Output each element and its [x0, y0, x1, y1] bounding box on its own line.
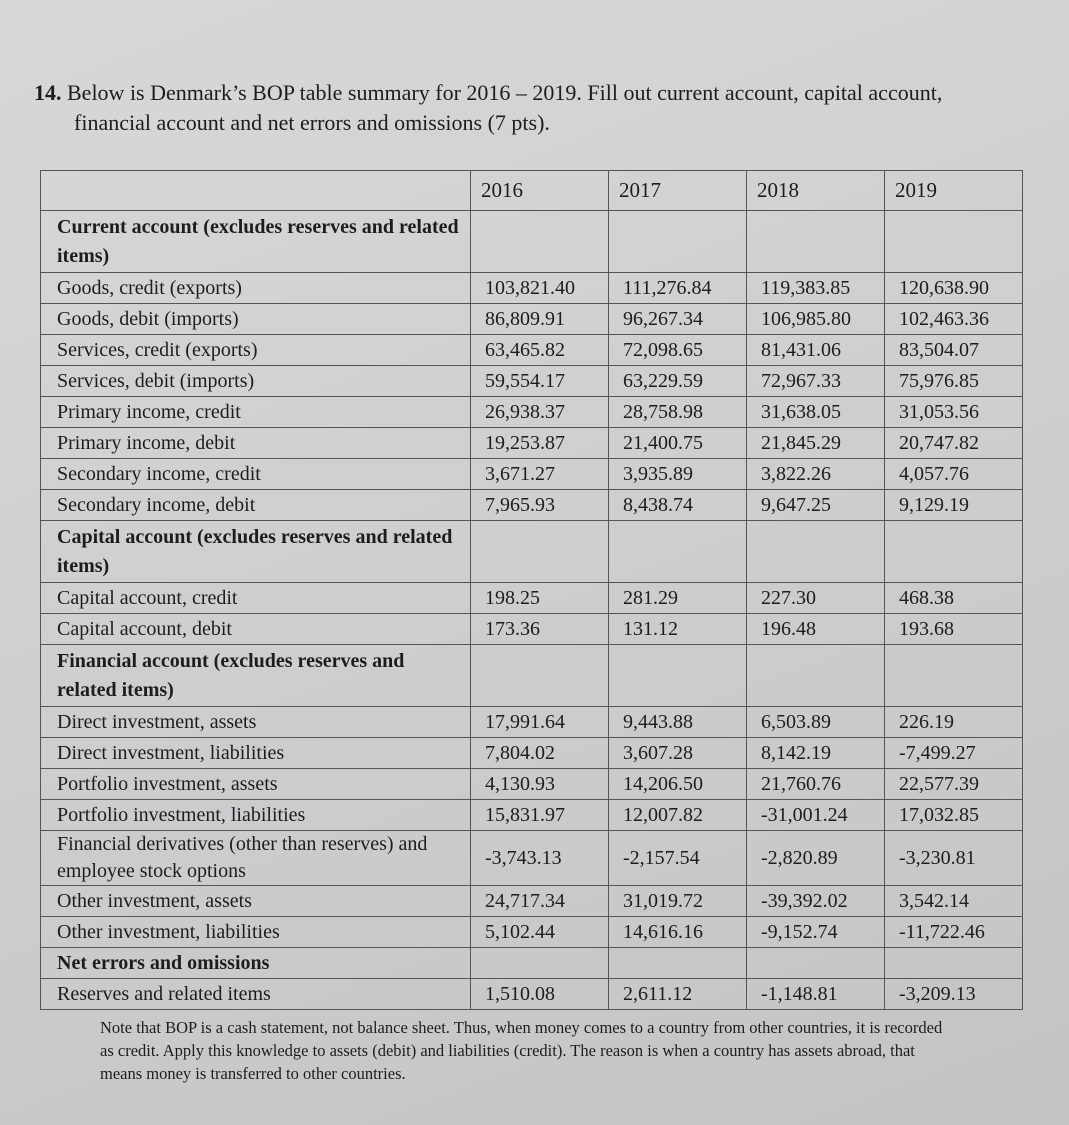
table-row: [41, 273, 1023, 304]
answer-cell[interactable]: [885, 521, 1023, 583]
capital-account-section: [41, 521, 1023, 583]
answer-cell[interactable]: [747, 211, 885, 273]
value-cell: -31,001.24: [747, 800, 885, 831]
value-cell: -39,392.02: [747, 886, 885, 917]
value-cell: 31,053.56: [885, 397, 1023, 428]
value-cell: 8,438.74: [609, 490, 747, 521]
value-cell: 3,607.28: [609, 738, 747, 769]
row-label: Direct investment, assets: [41, 707, 471, 738]
value-cell: 75,976.85: [885, 366, 1023, 397]
row-label: Primary income, debit: [41, 428, 471, 459]
value-cell: 5,102.44: [471, 917, 609, 948]
value-cell: 173.36: [471, 614, 609, 645]
question-number: 14.: [34, 80, 62, 105]
row-label: Reserves and related items: [41, 979, 471, 1010]
value-cell: 4,057.76: [885, 459, 1023, 490]
table-row: [41, 917, 1023, 948]
value-cell: 226.19: [885, 707, 1023, 738]
table-row: [41, 738, 1023, 769]
table-row: [41, 304, 1023, 335]
value-cell: 3,542.14: [885, 886, 1023, 917]
table-row: [41, 886, 1023, 917]
answer-cell[interactable]: [747, 948, 885, 979]
answer-cell[interactable]: [885, 948, 1023, 979]
value-cell: -3,743.13: [471, 831, 609, 886]
answer-cell[interactable]: [471, 521, 609, 583]
financial-account-section-label: Financial account (excludes reserves and related items): [41, 645, 471, 707]
value-cell: 24,717.34: [471, 886, 609, 917]
row-label: Goods, debit (imports): [41, 304, 471, 335]
value-cell: 3,822.26: [747, 459, 885, 490]
capital-account-section-label: Capital account (excludes reserves and related items): [41, 521, 471, 583]
value-cell: 14,206.50: [609, 769, 747, 800]
value-cell: 19,253.87: [471, 428, 609, 459]
row-label: Capital account, credit: [41, 583, 471, 614]
value-cell: 63,229.59: [609, 366, 747, 397]
value-cell: 31,638.05: [747, 397, 885, 428]
question-line-1: Below is Denmark’s BOP table summary for 2016 – 2019. Fill out current account, capital account,: [67, 80, 943, 105]
value-cell: 81,431.06: [747, 335, 885, 366]
value-cell: 106,985.80: [747, 304, 885, 335]
row-label: Secondary income, debit: [41, 490, 471, 521]
net-errors-row-label: Net errors and omissions: [41, 948, 471, 979]
answer-cell[interactable]: [609, 948, 747, 979]
value-cell: 59,554.17: [471, 366, 609, 397]
value-cell: 9,443.88: [609, 707, 747, 738]
row-label: Services, credit (exports): [41, 335, 471, 366]
table-row: [41, 831, 1023, 886]
note-text: Note that BOP is a cash statement, not balance sheet. Thus, when money comes to a country from other countries, it is recorded as credit. Apply this knowledge to assets (debit) and liabilities (credit). The reason is when a country has assets abroad, that means money is transferred to other countries.: [100, 1018, 943, 1083]
table-row: [41, 979, 1023, 1010]
table-row: [41, 800, 1023, 831]
answer-cell[interactable]: [885, 211, 1023, 273]
answer-cell[interactable]: [747, 521, 885, 583]
value-cell: 227.30: [747, 583, 885, 614]
value-cell: 3,935.89: [609, 459, 747, 490]
bop-table: [40, 170, 1023, 1010]
table-row: [41, 769, 1023, 800]
value-cell: 31,019.72: [609, 886, 747, 917]
value-cell: 131.12: [609, 614, 747, 645]
value-cell: -2,157.54: [609, 831, 747, 886]
value-cell: 281.29: [609, 583, 747, 614]
value-cell: -2,820.89: [747, 831, 885, 886]
table-row: [41, 490, 1023, 521]
value-cell: 3,671.27: [471, 459, 609, 490]
value-cell: 9,129.19: [885, 490, 1023, 521]
current-account-section-label: Current account (excludes reserves and related items): [41, 211, 471, 273]
table-row: [41, 459, 1023, 490]
value-cell: 17,032.85: [885, 800, 1023, 831]
row-label: Other investment, assets: [41, 886, 471, 917]
value-cell: 72,967.33: [747, 366, 885, 397]
table-row: [41, 366, 1023, 397]
value-cell: 28,758.98: [609, 397, 747, 428]
value-cell: 14,616.16: [609, 917, 747, 948]
value-cell: 103,821.40: [471, 273, 609, 304]
row-label: Capital account, debit: [41, 614, 471, 645]
value-cell: 7,804.02: [471, 738, 609, 769]
answer-cell[interactable]: [471, 645, 609, 707]
answer-cell[interactable]: [885, 645, 1023, 707]
table-row: [41, 707, 1023, 738]
table-row: [41, 397, 1023, 428]
value-cell: 119,383.85: [747, 273, 885, 304]
label-header-cell: [41, 171, 471, 211]
value-cell: 21,760.76: [747, 769, 885, 800]
net-errors-row: [41, 948, 1023, 979]
year-header: 2019: [885, 171, 1023, 211]
table-row: [41, 614, 1023, 645]
value-cell: 468.38: [885, 583, 1023, 614]
row-label: Financial derivatives (other than reserves) and employee stock options: [41, 831, 471, 886]
current-account-section: [41, 211, 1023, 273]
value-cell: -7,499.27: [885, 738, 1023, 769]
table-row: [41, 428, 1023, 459]
value-cell: -11,722.46: [885, 917, 1023, 948]
value-cell: 86,809.91: [471, 304, 609, 335]
value-cell: -9,152.74: [747, 917, 885, 948]
value-cell: -3,209.13: [885, 979, 1023, 1010]
row-label: Other investment, liabilities: [41, 917, 471, 948]
financial-account-section: [41, 645, 1023, 707]
value-cell: 15,831.97: [471, 800, 609, 831]
value-cell: 72,098.65: [609, 335, 747, 366]
value-cell: 63,465.82: [471, 335, 609, 366]
value-cell: 6,503.89: [747, 707, 885, 738]
row-label: Goods, credit (exports): [41, 273, 471, 304]
row-label: Portfolio investment, liabilities: [41, 800, 471, 831]
answer-cell[interactable]: [609, 645, 747, 707]
value-cell: 21,400.75: [609, 428, 747, 459]
bop-table-container: [40, 170, 1022, 1010]
row-label: Primary income, credit: [41, 397, 471, 428]
value-cell: 83,504.07: [885, 335, 1023, 366]
value-cell: 20,747.82: [885, 428, 1023, 459]
value-cell: 7,965.93: [471, 490, 609, 521]
answer-cell[interactable]: [609, 211, 747, 273]
value-cell: 196.48: [747, 614, 885, 645]
value-cell: 9,647.25: [747, 490, 885, 521]
value-cell: 193.68: [885, 614, 1023, 645]
table-row: [41, 583, 1023, 614]
year-header: 2016: [471, 171, 609, 211]
answer-cell[interactable]: [609, 521, 747, 583]
row-label: Services, debit (imports): [41, 366, 471, 397]
question-text: [34, 78, 1029, 138]
row-label: Direct investment, liabilities: [41, 738, 471, 769]
year-header: 2017: [609, 171, 747, 211]
answer-cell[interactable]: [747, 645, 885, 707]
row-label: Secondary income, credit: [41, 459, 471, 490]
answer-cell[interactable]: [471, 211, 609, 273]
value-cell: 8,142.19: [747, 738, 885, 769]
value-cell: 12,007.82: [609, 800, 747, 831]
bop-table-body: [41, 211, 1023, 1010]
value-cell: 111,276.84: [609, 273, 747, 304]
row-label: Portfolio investment, assets: [41, 769, 471, 800]
year-header: 2018: [747, 171, 885, 211]
table-row: [41, 335, 1023, 366]
value-cell: 22,577.39: [885, 769, 1023, 800]
answer-cell[interactable]: [471, 948, 609, 979]
value-cell: 102,463.36: [885, 304, 1023, 335]
value-cell: -1,148.81: [747, 979, 885, 1010]
value-cell: 26,938.37: [471, 397, 609, 428]
value-cell: 198.25: [471, 583, 609, 614]
value-cell: 4,130.93: [471, 769, 609, 800]
value-cell: 96,267.34: [609, 304, 747, 335]
value-cell: -3,230.81: [885, 831, 1023, 886]
value-cell: 120,638.90: [885, 273, 1023, 304]
year-header-row: [41, 171, 1023, 211]
value-cell: 21,845.29: [747, 428, 885, 459]
value-cell: 2,611.12: [609, 979, 747, 1010]
value-cell: 1,510.08: [471, 979, 609, 1010]
question-line-2: financial account and net errors and omissions (7 pts).: [74, 110, 550, 135]
value-cell: 17,991.64: [471, 707, 609, 738]
